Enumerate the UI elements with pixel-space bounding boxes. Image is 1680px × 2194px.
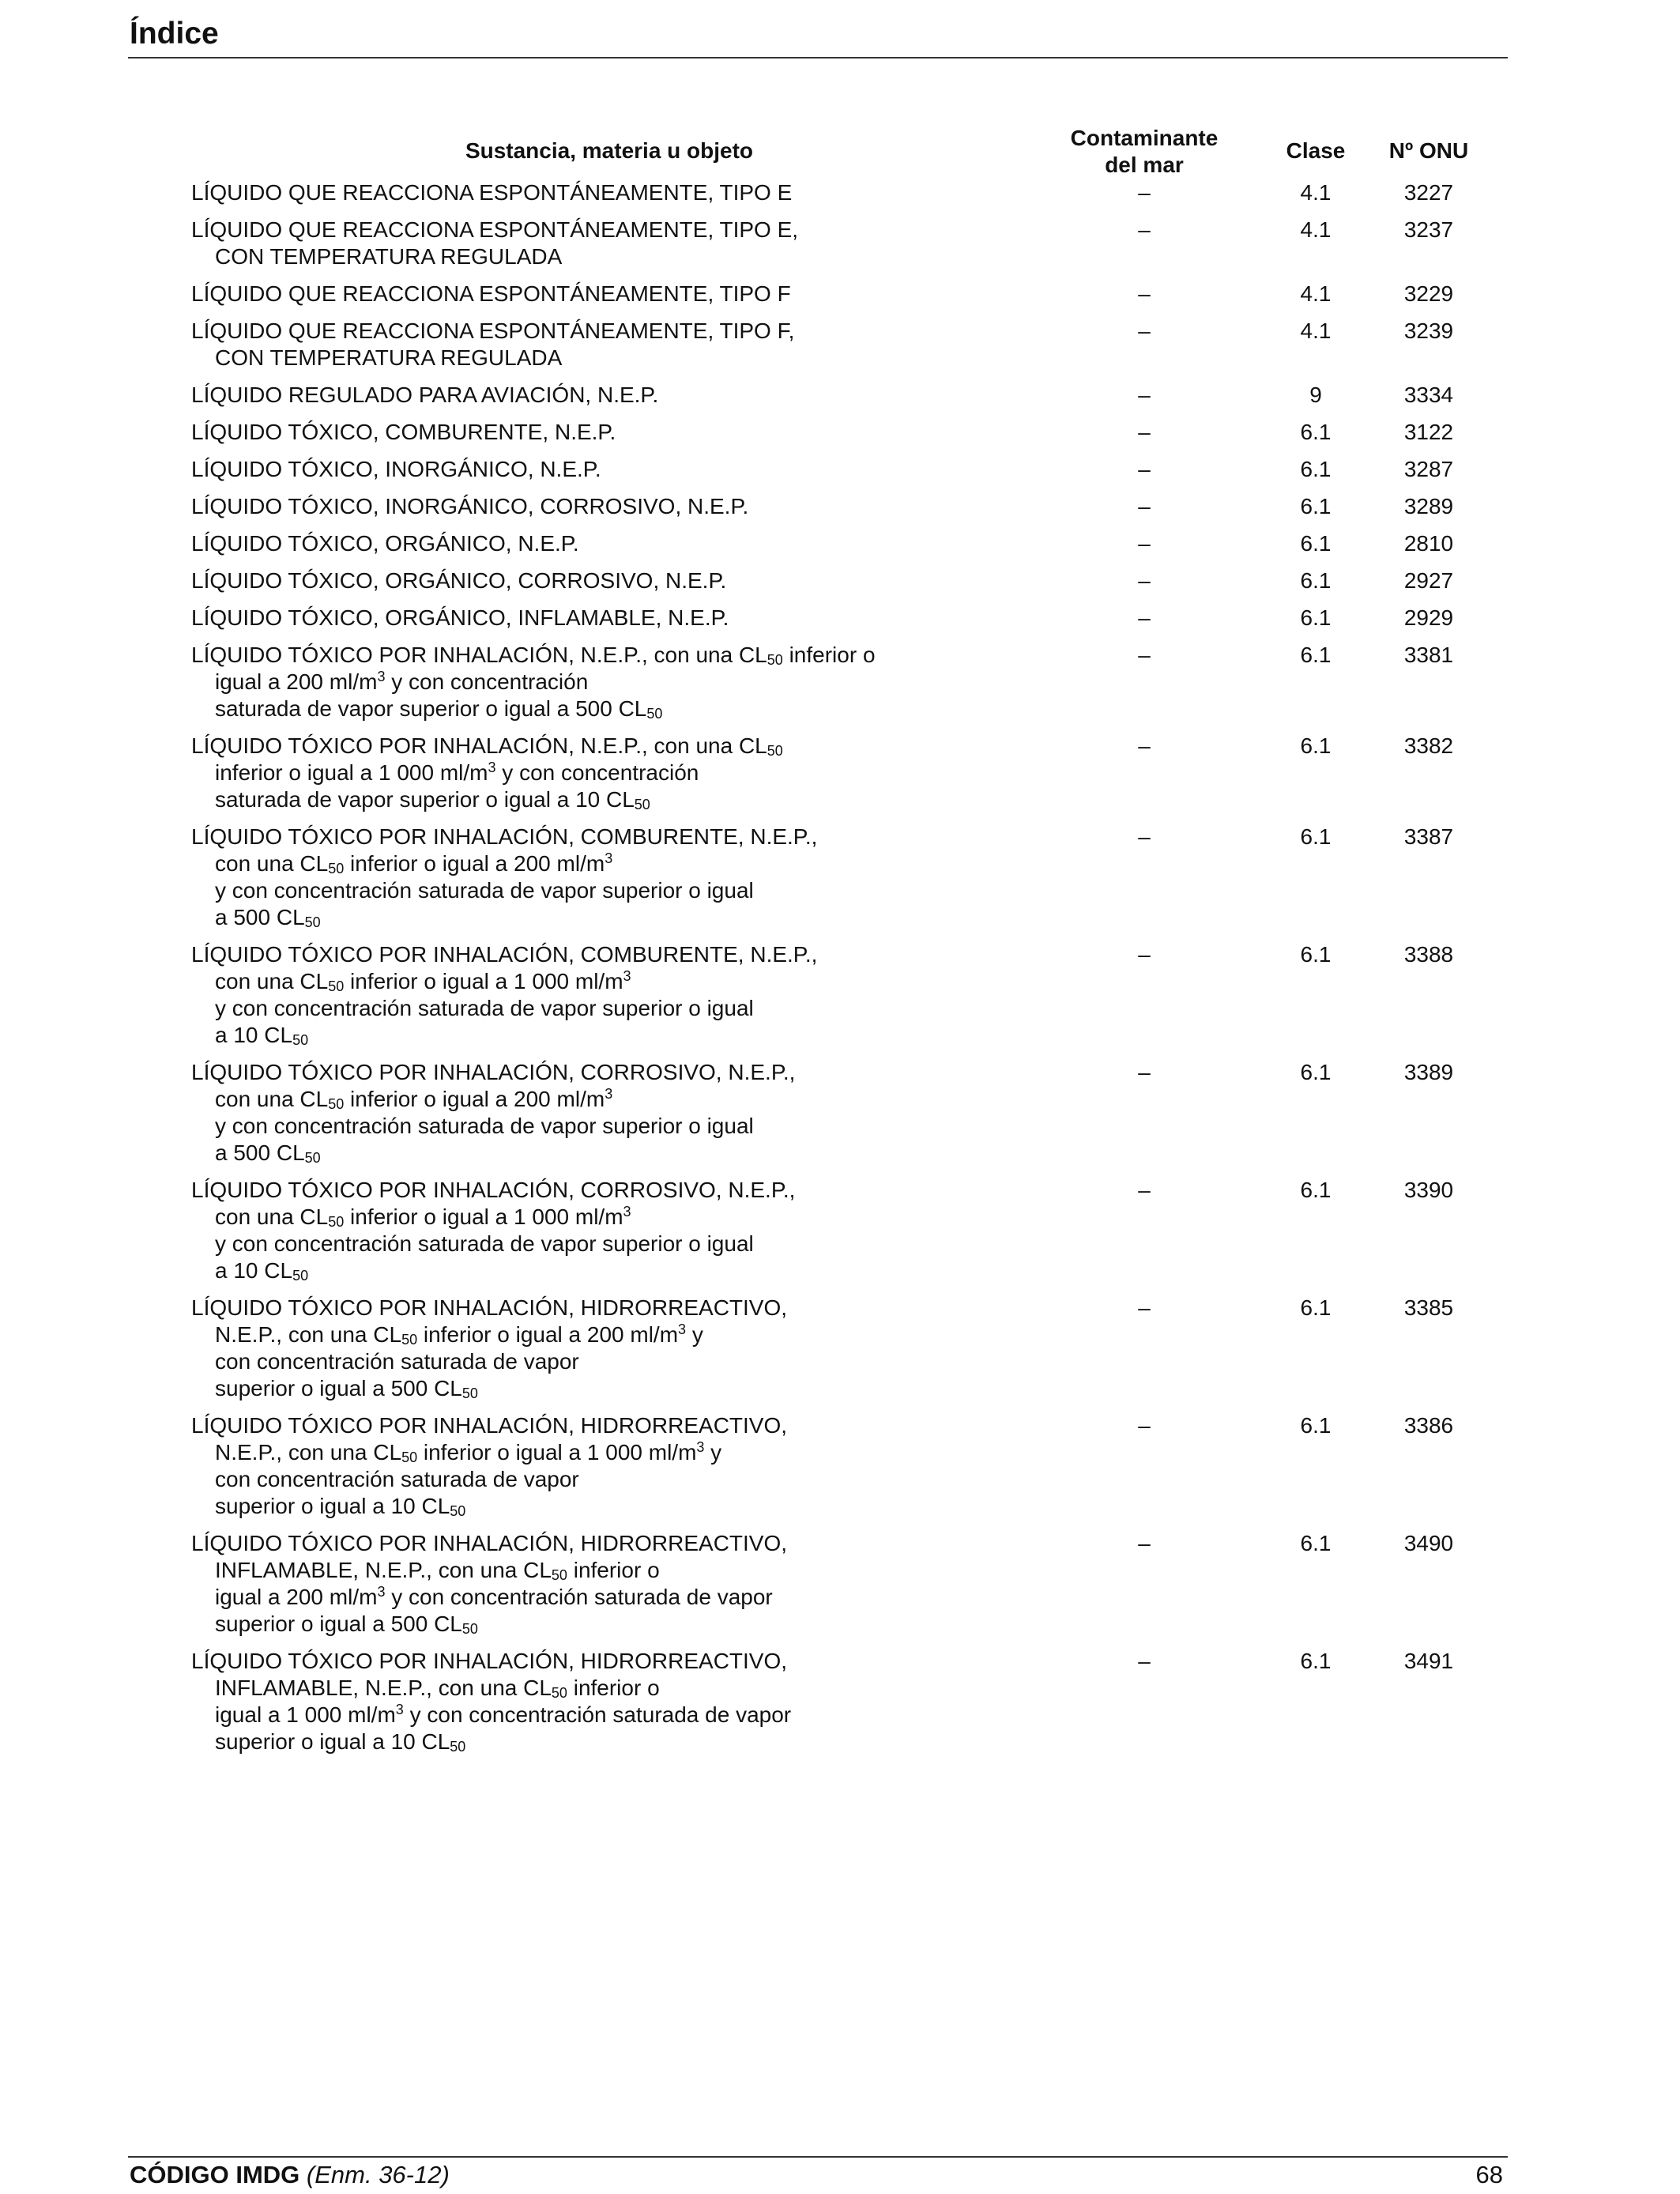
table-row — [191, 567, 1487, 594]
cell-marine-pollutant: – — [1138, 420, 1151, 444]
substance-line: LÍQUIDO TÓXICO POR INHALACIÓN, HIDRORREACTIVO, — [191, 1531, 788, 1555]
table-row — [191, 1648, 1487, 1755]
substance-line: superior o igual a 10 $CL_{50}$ — [215, 1729, 466, 1755]
substance-line: LÍQUIDO QUE REACCIONA ESPONTÁNEAMENTE, TIPO F — [191, 281, 791, 306]
cell-substance — [191, 1295, 1027, 1402]
table-row — [191, 281, 1487, 307]
table-row — [191, 1295, 1487, 1402]
table-row — [191, 642, 1487, 722]
cell-un-number: 2927 — [1403, 568, 1454, 593]
cell-un-number: 3227 — [1403, 180, 1454, 205]
cell-class: 6.1 — [1300, 824, 1332, 849]
substance-line: con concentración saturada de vapor — [215, 1349, 579, 1374]
cell-class: 6.1 — [1300, 457, 1332, 481]
cell-marine-pollutant: – — [1138, 281, 1151, 306]
table-row — [191, 1059, 1487, 1167]
cell-marine-pollutant: – — [1138, 531, 1151, 556]
cell-substance — [191, 530, 1027, 557]
substance-line: LÍQUIDO TÓXICO POR INHALACIÓN, HIDRORREACTIVO, — [191, 1649, 788, 1673]
substance-line: con una $CL_{50}$ inferior o igual a 200 $ml/m^3$ — [215, 850, 613, 876]
cell-substance — [191, 382, 1027, 409]
cell-un-number: 3388 — [1403, 942, 1454, 967]
substance-line: a 500 $CL_{50}$ — [215, 905, 321, 930]
substance-line: y con concentración saturada de vapor superior o igual — [215, 996, 754, 1020]
footer-amendment: (Enm. 36-12) — [306, 2161, 450, 2188]
cell-substance — [191, 733, 1027, 813]
substance-line: con concentración saturada de vapor — [215, 1467, 579, 1491]
cell-marine-pollutant: – — [1138, 605, 1151, 630]
substance-line: superior o igual a 500 $CL_{50}$ — [215, 1612, 478, 1637]
cell-marine-pollutant: – — [1138, 1060, 1151, 1084]
cell-un-number: 3389 — [1403, 1060, 1454, 1084]
page-title: Índice — [130, 17, 219, 51]
table-row — [191, 318, 1487, 371]
cell-class: 6.1 — [1300, 568, 1332, 593]
cell-substance — [191, 941, 1027, 1049]
column-header-substance: Sustancia, materia u objeto — [465, 138, 754, 163]
page-header — [128, 14, 1508, 58]
cell-class: 4.1 — [1300, 319, 1332, 343]
cell-class: 6.1 — [1300, 1649, 1332, 1673]
substance-line: LÍQUIDO TÓXICO POR INHALACIÓN, COMBURENTE, N.E.P., — [191, 942, 818, 967]
cell-marine-pollutant: – — [1138, 643, 1151, 667]
substance-line: superior o igual a 500 $CL_{50}$ — [215, 1376, 478, 1401]
cell-marine-pollutant: – — [1138, 568, 1151, 593]
table-row — [191, 456, 1487, 483]
substance-line: LÍQUIDO QUE REACCIONA ESPONTÁNEAMENTE, TIPO E — [191, 180, 793, 205]
table-row — [191, 733, 1487, 813]
cell-class: 6.1 — [1300, 733, 1332, 758]
cell-marine-pollutant: – — [1138, 180, 1151, 205]
substance-line: y con concentración saturada de vapor superior o igual — [215, 878, 754, 903]
table-row — [191, 1530, 1487, 1638]
cell-un-number: 3390 — [1403, 1178, 1454, 1202]
cell-un-number: 3381 — [1403, 643, 1454, 667]
cell-marine-pollutant: – — [1138, 733, 1151, 758]
substance-line: con una $CL_{50}$ inferior o igual a 1 000 $ml/m^3$ — [215, 968, 631, 994]
cell-marine-pollutant: – — [1138, 1649, 1151, 1673]
cell-class: 6.1 — [1300, 494, 1332, 518]
cell-class: 6.1 — [1300, 605, 1332, 630]
cell-class: 4.1 — [1300, 281, 1332, 306]
cell-un-number: 3122 — [1403, 420, 1454, 444]
table-row — [191, 1412, 1487, 1520]
substance-line: LÍQUIDO TÓXICO, ORGÁNICO, INFLAMABLE, N.E.P. — [191, 605, 729, 630]
cell-class: 9 — [1309, 383, 1322, 407]
cell-marine-pollutant: – — [1138, 1531, 1151, 1555]
substance-line: CON TEMPERATURA REGULADA — [215, 345, 563, 370]
substance-line: saturada de vapor superior o igual a 10 $CL_{50}$ — [215, 787, 650, 812]
substance-line: LÍQUIDO TÓXICO POR INHALACIÓN, N.E.P., con una $CL_{50}$ — [191, 733, 783, 759]
substance-line: N.E.P., con una $CL_{50}$ inferior o igual a 1 000 $ml/m^3$ y — [215, 1439, 722, 1465]
cell-marine-pollutant: – — [1138, 1295, 1151, 1320]
substance-line: igual a 1 000 $ml/m^3$ y con concentración saturada de vapor — [215, 1702, 792, 1727]
substance-line: N.E.P., con una $CL_{50}$ inferior o igual a 200 $ml/m^3$ y — [215, 1321, 703, 1348]
substance-line: a 10 $CL_{50}$ — [215, 1258, 309, 1284]
column-header-marine-line-2: del mar — [1105, 153, 1184, 177]
cell-un-number: 3385 — [1403, 1295, 1454, 1320]
cell-un-number: 2810 — [1403, 531, 1454, 556]
table-row — [191, 941, 1487, 1049]
cell-marine-pollutant: – — [1138, 457, 1151, 481]
cell-marine-pollutant: – — [1138, 383, 1151, 407]
substance-line: LÍQUIDO TÓXICO POR INHALACIÓN, COMBURENTE, N.E.P., — [191, 824, 818, 849]
cell-class: 4.1 — [1300, 217, 1332, 242]
cell-un-number: 3237 — [1403, 217, 1454, 242]
substance-line: LÍQUIDO TÓXICO, ORGÁNICO, N.E.P. — [191, 531, 579, 556]
table-row — [191, 824, 1487, 931]
cell-un-number: 3229 — [1403, 281, 1454, 306]
cell-un-number: 3239 — [1403, 319, 1454, 343]
substance-line: LÍQUIDO TÓXICO POR INHALACIÓN, CORROSIVO, N.E.P., — [191, 1178, 796, 1202]
substance-line: a 10 $CL_{50}$ — [215, 1023, 309, 1048]
cell-substance — [191, 1412, 1027, 1520]
cell-class: 6.1 — [1300, 1060, 1332, 1084]
table-body — [191, 179, 1487, 1755]
cell-un-number: 3387 — [1403, 824, 1454, 849]
table-row — [191, 530, 1487, 557]
substance-line: LÍQUIDO TÓXICO POR INHALACIÓN, HIDRORREACTIVO, — [191, 1295, 788, 1320]
column-header-un-number: Nº ONU — [1388, 138, 1469, 163]
substance-line: CON TEMPERATURA REGULADA — [215, 244, 563, 269]
substance-line: LÍQUIDO TÓXICO POR INHALACIÓN, HIDRORREACTIVO, — [191, 1413, 788, 1438]
table-row — [191, 217, 1487, 270]
substance-line: LÍQUIDO TÓXICO POR INHALACIÓN, N.E.P., con una $CL_{50}$ inferior o — [191, 643, 876, 668]
cell-class: 6.1 — [1300, 1413, 1332, 1438]
substance-line: saturada de vapor superior o igual a 500 $CL_{50}$ — [215, 696, 663, 722]
footer-code: CÓDIGO IMDG — [130, 2161, 300, 2188]
substance-line: y con concentración saturada de vapor superior o igual — [215, 1114, 754, 1138]
substance-line: LÍQUIDO QUE REACCIONA ESPONTÁNEAMENTE, TIPO E, — [191, 217, 799, 242]
substance-line: LÍQUIDO TÓXICO, COMBURENTE, N.E.P. — [191, 420, 616, 444]
cell-substance — [191, 1648, 1027, 1755]
substance-line: LÍQUIDO QUE REACCIONA ESPONTÁNEAMENTE, TIPO F, — [191, 319, 795, 343]
cell-marine-pollutant: – — [1138, 494, 1151, 518]
cell-substance — [191, 567, 1027, 594]
table-row — [191, 179, 1487, 206]
substance-line: LÍQUIDO TÓXICO, ORGÁNICO, CORROSIVO, N.E.P. — [191, 568, 727, 593]
cell-substance — [191, 1530, 1027, 1638]
substance-line: con una $CL_{50}$ inferior o igual a 200 $ml/m^3$ — [215, 1086, 613, 1112]
substance-line: superior o igual a 10 $CL_{50}$ — [215, 1494, 466, 1519]
page-number: 68 — [1475, 2161, 1503, 2188]
cell-substance — [191, 1059, 1027, 1167]
cell-marine-pollutant: – — [1138, 217, 1151, 242]
substance-line: igual a 200 $ml/m^3$ y con concentración saturada de vapor — [215, 1584, 773, 1609]
substance-line: LÍQUIDO TÓXICO, INORGÁNICO, N.E.P. — [191, 457, 601, 481]
table-row — [191, 382, 1487, 409]
substance-line: LÍQUIDO REGULADO PARA AVIACIÓN, N.E.P. — [191, 383, 659, 407]
cell-un-number: 3382 — [1403, 733, 1454, 758]
substance-line: a 500 $CL_{50}$ — [215, 1140, 321, 1166]
cell-un-number: 3490 — [1403, 1531, 1454, 1555]
cell-un-number: 3289 — [1403, 494, 1454, 518]
cell-marine-pollutant: – — [1138, 319, 1151, 343]
column-header-marine-line-1: Contaminante — [1070, 126, 1219, 150]
cell-un-number: 2929 — [1403, 605, 1454, 630]
cell-un-number: 3334 — [1403, 383, 1454, 407]
page-footer — [128, 2156, 1508, 2192]
cell-substance — [191, 824, 1027, 931]
cell-un-number: 3386 — [1403, 1413, 1454, 1438]
cell-marine-pollutant: – — [1138, 1178, 1151, 1202]
cell-substance — [191, 642, 1027, 722]
cell-substance — [191, 281, 1027, 307]
table-row — [191, 493, 1487, 520]
substance-line: LÍQUIDO TÓXICO, INORGÁNICO, CORROSIVO, N.E.P. — [191, 494, 749, 518]
cell-class: 6.1 — [1300, 942, 1332, 967]
cell-substance — [191, 456, 1027, 483]
substance-line: con una $CL_{50}$ inferior o igual a 1 000 $ml/m^3$ — [215, 1204, 631, 1230]
cell-class: 6.1 — [1300, 643, 1332, 667]
table-header — [191, 123, 1487, 179]
column-header-class: Clase — [1286, 138, 1346, 163]
substance-line: y con concentración saturada de vapor superior o igual — [215, 1231, 754, 1256]
substance-line: LÍQUIDO TÓXICO POR INHALACIÓN, CORROSIVO, N.E.P., — [191, 1060, 796, 1084]
index-table — [191, 123, 1487, 1766]
substance-line: INFLAMABLE, N.E.P., con una $CL_{50}$ inferior o — [215, 1558, 660, 1583]
cell-un-number: 3491 — [1403, 1649, 1454, 1673]
column-header-marine-pollutant — [1027, 125, 1261, 179]
footer-publication — [130, 2159, 450, 2191]
cell-substance — [191, 217, 1027, 270]
cell-marine-pollutant: – — [1138, 1413, 1151, 1438]
cell-substance — [191, 1177, 1027, 1284]
cell-class: 6.1 — [1300, 420, 1332, 444]
cell-substance — [191, 605, 1027, 631]
cell-class: 4.1 — [1300, 180, 1332, 205]
cell-substance — [191, 318, 1027, 371]
cell-class: 6.1 — [1300, 531, 1332, 556]
substance-line: inferior o igual a 1 000 $ml/m^3$ y con concentración — [215, 760, 699, 785]
cell-substance — [191, 179, 1027, 206]
cell-substance — [191, 493, 1027, 520]
cell-class: 6.1 — [1300, 1531, 1332, 1555]
cell-marine-pollutant: – — [1138, 824, 1151, 849]
cell-un-number: 3287 — [1403, 457, 1454, 481]
substance-line: INFLAMABLE, N.E.P., con una $CL_{50}$ inferior o — [215, 1676, 660, 1701]
table-row — [191, 1177, 1487, 1284]
table-row — [191, 419, 1487, 446]
substance-line: igual a 200 $ml/m^3$ y con concentración — [215, 669, 589, 694]
cell-marine-pollutant: – — [1138, 942, 1151, 967]
cell-substance — [191, 419, 1027, 446]
table-row — [191, 605, 1487, 631]
cell-class: 6.1 — [1300, 1295, 1332, 1320]
cell-class: 6.1 — [1300, 1178, 1332, 1202]
